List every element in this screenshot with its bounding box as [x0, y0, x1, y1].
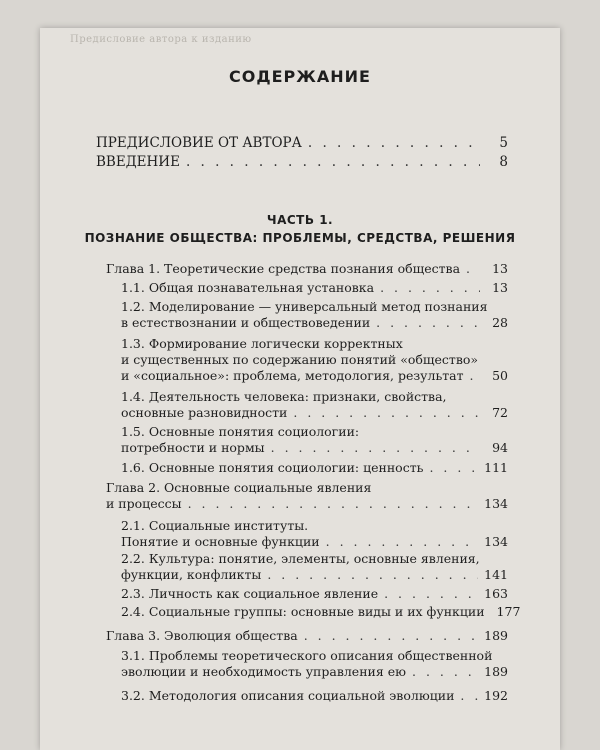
leader-dots: [470, 368, 480, 384]
toc-page-number: 50: [492, 368, 508, 383]
leader-dots: [188, 496, 479, 512]
toc-section-1-1: [121, 280, 508, 296]
leader-dots: [429, 460, 478, 476]
toc-entry-label: ПРЕДИСЛОВИЕ ОТ АВТОРА: [96, 135, 302, 151]
toc-entry-preface: [96, 135, 508, 151]
leader-dots: [267, 567, 478, 583]
toc-entry-label: и процессы: [106, 496, 182, 511]
toc-page-number: 28: [492, 315, 508, 330]
toc-entry-label: Понятие и основные функции: [121, 534, 320, 549]
toc-entry-label: 1.6. Основные понятия социологии: ценность: [121, 460, 424, 475]
toc-section-2-4: [121, 604, 521, 620]
toc-entry-label: 2.4. Социальные группы: основные виды и их функции: [121, 604, 485, 619]
toc-entry-label: и «социальное»: проблема, методология, результат: [121, 368, 464, 383]
leader-dots: [380, 280, 480, 296]
toc-section-1-5: [121, 424, 508, 456]
toc-section-2-1: [121, 518, 508, 550]
toc-entry-label: в естествознании и обществоведении: [121, 315, 371, 330]
leader-dots: [412, 664, 478, 680]
toc-entry-label: ВВЕДЕНИЕ: [96, 154, 180, 170]
toc-page-number: 8: [499, 154, 508, 170]
toc-page-number: 177: [496, 604, 521, 619]
part-title: ПОЗНАНИЕ ОБЩЕСТВА: ПРОБЛЕМЫ, СРЕДСТВА, РЕШЕНИЯ: [84, 231, 516, 245]
toc-entry-label: Глава 3. Эволюция общества: [106, 628, 298, 643]
toc-entry-introduction: [96, 154, 508, 170]
toc-page-number: 192: [484, 688, 508, 703]
toc-section-1-3: [121, 336, 508, 384]
toc-entry-label: 2.2. Культура: понятие, элементы, основные явления,: [121, 551, 480, 566]
leader-dots: [466, 261, 480, 277]
toc-entry-label: 2.3. Личность как социальное явление: [121, 586, 379, 601]
toc-entry-label: основные разновидности: [121, 405, 288, 420]
toc-entry-label: эволюции и необходимость управления ею: [121, 664, 407, 679]
toc-entry-label: 1.3. Формирование логически корректных: [121, 336, 403, 351]
toc-page-number: 111: [484, 460, 508, 475]
toc-page-number: 141: [484, 567, 508, 582]
toc-entry-label: функции, конфликты: [121, 567, 262, 582]
toc-section-1-2: [121, 299, 508, 331]
toc-page-number: 134: [484, 534, 508, 549]
toc-entry-label: 1.4. Деятельность человека: признаки, свойства,: [121, 389, 447, 404]
toc-entry-label: 3.1. Проблемы теоретического описания общественной: [121, 648, 493, 663]
toc-page-number: 13: [492, 280, 508, 295]
toc-section-2-2: [121, 551, 508, 583]
toc-page-number: 13: [492, 261, 508, 276]
toc-page-number: 189: [484, 664, 508, 679]
leader-dots: [376, 315, 480, 331]
toc-chapter-1: [106, 261, 508, 277]
toc-entry-label: Глава 1. Теоретические средства познания общества: [106, 261, 461, 276]
leader-dots: [293, 405, 480, 421]
leader-dots: [308, 135, 480, 151]
toc-page-number: 134: [484, 496, 508, 511]
leader-dots: [384, 586, 478, 602]
leader-dots: [304, 628, 478, 644]
leader-dots: [460, 688, 478, 704]
toc-page-number: 189: [484, 628, 508, 643]
leader-dots: [326, 534, 479, 550]
toc-page-number: 72: [492, 405, 508, 420]
toc-section-1-4: [121, 389, 508, 421]
toc-chapter-3: [106, 628, 508, 644]
toc-section-1-6: [121, 460, 508, 476]
part-number: ЧАСТЬ 1.: [266, 213, 334, 227]
toc-entry-label: и существенных по содержанию понятий «общество»: [121, 352, 479, 367]
toc-entry-label: 3.2. Методология описания социальной эволюции: [121, 688, 455, 703]
toc-page-number: 94: [492, 440, 508, 455]
toc-entry-label: 1.5. Основные понятия социологии:: [121, 424, 360, 439]
toc-entry-label: потребности и нормы: [121, 440, 265, 455]
toc-chapter-2: [106, 480, 508, 512]
toc-page-number: 5: [499, 135, 508, 151]
toc-page-number: 163: [484, 586, 508, 601]
toc-entry-label: 2.1. Социальные институты.: [121, 518, 309, 533]
leader-dots: [186, 154, 480, 170]
toc-entry-label: Глава 2. Основные социальные явления: [106, 480, 372, 495]
toc-entry-label: 1.1. Общая познавательная установка: [121, 280, 375, 295]
toc-section-3-1: [121, 648, 508, 680]
running-head: Предисловие автора к изданию: [70, 34, 252, 45]
toc-section-2-3: [121, 586, 508, 602]
page-title: СОДЕРЖАНИЕ: [229, 67, 371, 86]
leader-dots: [271, 440, 480, 456]
toc-entry-label: 1.2. Моделирование — универсальный метод познания: [121, 299, 488, 314]
toc-section-3-2: [121, 688, 508, 704]
